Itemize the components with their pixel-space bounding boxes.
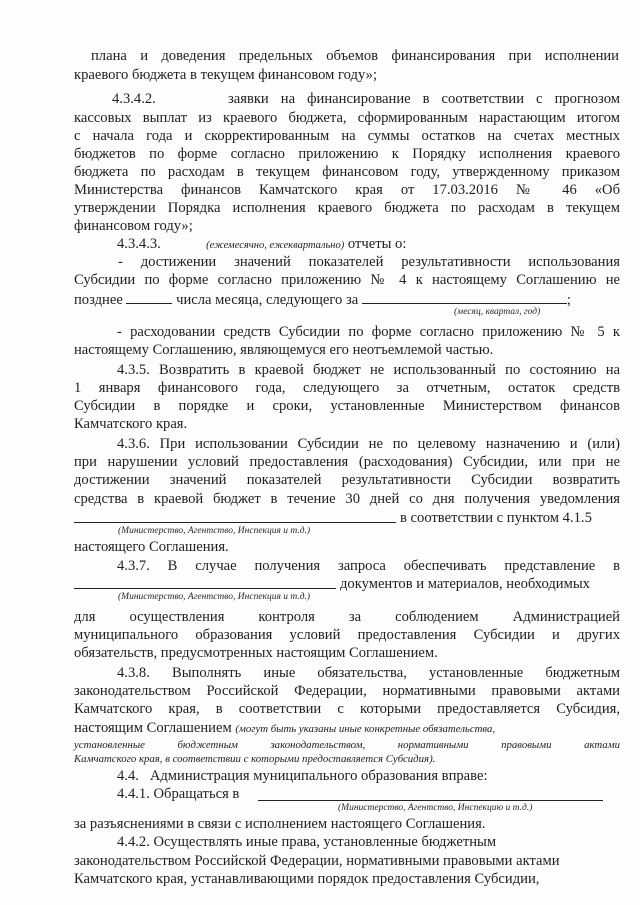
field-caption: (Министерство, Агентство, Инспекция и т.д.) <box>118 592 311 602</box>
text-line: настоящему Соглашению, являющемуся его неотъемлемой частью. <box>74 342 494 358</box>
text-line: кассовых выплат из краевого бюджета, сформированным нарастающим итогом <box>74 110 620 126</box>
italic-note: (могут быть указаны иные конкретные обязательства, <box>235 723 496 735</box>
text-line: 4.3.7. В случае получения запроса обеспечивать представление в <box>117 558 620 574</box>
text-line: - расходовании средств Субсидии по форме согласно приложению № 5 к <box>117 324 620 340</box>
text-line: документов и материалов, необходимых <box>340 576 590 592</box>
text-line: 4.3.4.2. заявки на финансирование в соответствии с прогнозом <box>112 91 620 107</box>
text-line: Субсидии в порядке и сроки, установленные Министерством финансов <box>74 398 620 414</box>
text-line: с начала года и скорректированным на суммы остатков на счетах местных <box>74 128 620 144</box>
italic-note: установленные бюджетным законодательством, нормативными правовыми актами <box>74 739 620 751</box>
text-line: законодательством Российской Федерации, нормативными правовыми актами <box>74 853 560 869</box>
text-line: Субсидии по форме согласно приложению № 4 к настоящему Соглашению не <box>74 272 620 288</box>
text-line: законодательством Российской Федерации, нормативными правовыми актами <box>74 683 620 699</box>
text-line: Камчатского края, устанавливающими порядок предоставления Субсидии, <box>74 871 540 887</box>
text-line: - достижении значений показателей результативности использования <box>118 254 620 270</box>
text-line: для осуществления контроля за соблюдением Администрацией <box>74 609 620 625</box>
text-line: 4.3.8. Выполнять иные обязательства, установленные бюджетным <box>117 665 620 681</box>
text-fragment: отчеты о: <box>347 236 407 252</box>
text-line: бюджетов по форме согласно приложению к Порядку исполнения краевого <box>74 146 620 162</box>
text-fragment: позднее <box>74 292 123 308</box>
text-line: при нарушении условий предоставления (расходования) Субсидии, или при не <box>74 454 620 470</box>
text-fragment: настоящим Соглашением <box>74 720 232 736</box>
text-line: средства в краевой бюджет в течение 30 дней со дня получения уведомления <box>74 491 620 507</box>
text-line: 4.4.2. Осуществлять иные права, установленные бюджетным <box>117 834 497 850</box>
text-line: муниципального образования условий предоставления Субсидии и других <box>74 627 620 643</box>
text-line: финансовом году»; <box>74 218 193 234</box>
text-fragment: числа месяца, следующего за <box>176 292 359 308</box>
field-caption: (Министерство, Агентство, Инспекция и т.д.) <box>118 526 311 536</box>
text-line: обязательств, предусмотренных настоящим Соглашением. <box>74 645 438 661</box>
text-line: плана и доведения предельных объемов финансирования при исполнении <box>91 48 619 64</box>
text-line <box>117 236 406 254</box>
field-caption: (Министерство, Агентство, Инспекцию и т.д.) <box>338 803 533 813</box>
text-line: Камчатского края, в соответствии с которыми предоставляется Субсидия, <box>74 701 620 717</box>
text-line: утверждении Порядка исполнения краевого бюджета по расходам в текущем <box>74 200 620 216</box>
period-hint: (ежемесячно, ежеквартально) <box>206 240 345 251</box>
text-line: 4.3.6. При использовании Субсидии не по целевому назначению и (или) <box>117 436 620 452</box>
blank-field <box>74 522 396 523</box>
text-line: 4.4.1. Обращаться в <box>117 786 240 802</box>
text-line: Министерства финансов Камчатского края от 17.03.2016 № 46 «Об <box>74 182 620 198</box>
text-line <box>74 720 620 738</box>
text-line: настоящего Соглашения. <box>74 539 229 555</box>
text-line: Камчатского края. <box>74 416 188 432</box>
text-line: бюджета по расходам в текущем финансовом году, утвержденному приказом <box>74 164 620 180</box>
text-line: 4.3.5. Возвратить в краевой бюджет не использованный по состоянию на <box>117 362 620 378</box>
blank-field <box>362 291 567 304</box>
text-line: краевого бюджета в текущем финансовом году»; <box>74 67 377 83</box>
blank-field <box>258 800 603 801</box>
text-line: достижении значений показателей результативности Субсидии возвратить <box>74 472 620 488</box>
text-fragment: ; <box>566 292 571 308</box>
field-caption: (месяц, квартал, год) <box>454 307 541 317</box>
section-number: 4.3.4.3. <box>117 236 161 252</box>
text-line: за разъяснениями в связи с исполнением настоящего Соглашения. <box>74 816 486 832</box>
text-line: 1 января финансового года, следующего за отчетным, остаток средств <box>74 380 620 396</box>
blank-field <box>74 588 336 589</box>
italic-note: Камчатского края, в соответствии с которыми предоставляется Субсидия). <box>74 753 436 765</box>
blank-field <box>126 291 172 304</box>
text-line: в соответствии с пунктом 4.1.5 <box>400 510 592 526</box>
text-line: 4.4. Администрация муниципального образования вправе: <box>117 768 488 784</box>
